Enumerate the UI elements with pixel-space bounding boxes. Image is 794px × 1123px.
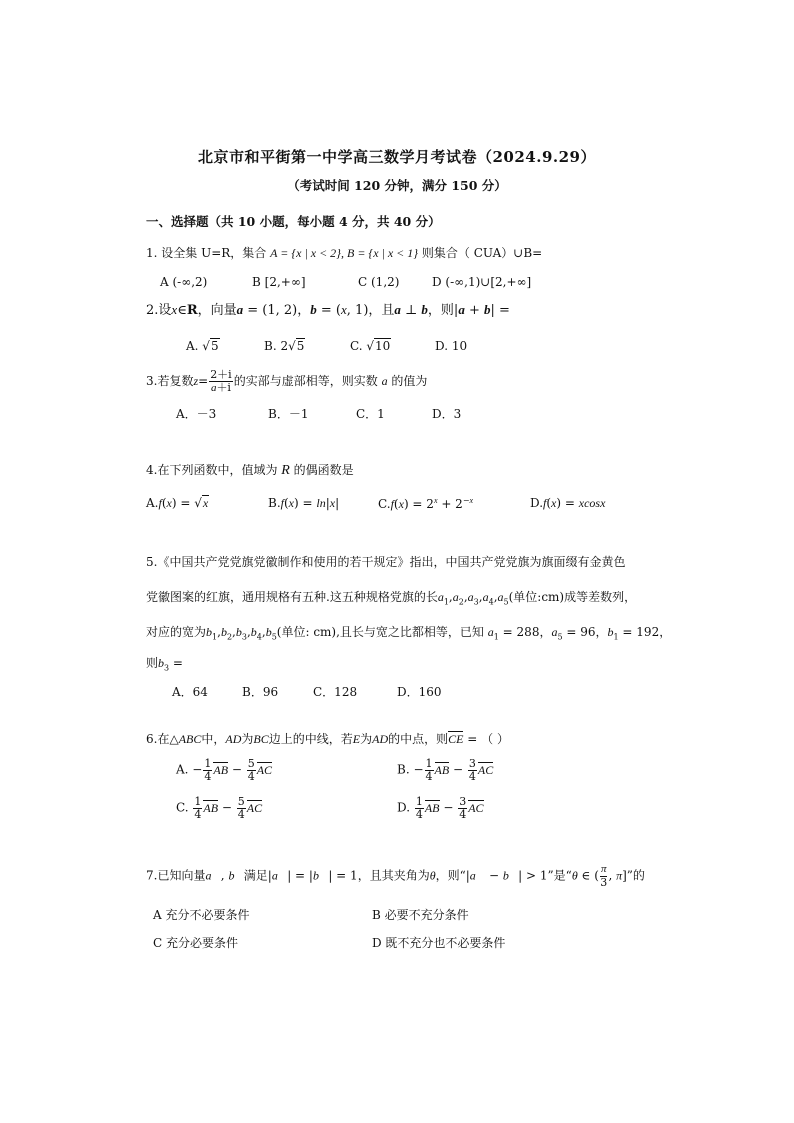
q1-option-a: A (-∞,2) <box>160 275 208 289</box>
q5-line-3: 对应的宽为$b_1,b_2,b_3,b_4,b_5$(单位: cm),且长与宽之比都相等，已知 $a_1 = 288$，$a_5 = 96$，$b_1 = 192$， <box>146 625 672 642</box>
q1-option-b: B [2,+∞] <box>252 275 306 289</box>
q3-option-a: A．－3 <box>176 407 217 421</box>
q2-text-and: ，且 <box>368 303 395 318</box>
question-4: 4.在下列函数中，值域为 R 的偶函数是 <box>146 463 354 478</box>
q5-option-d: D．160 <box>397 685 442 699</box>
q1-option-c: C (1,2) <box>358 275 400 289</box>
q5-option-b: B．96 <box>242 685 279 699</box>
question-2: 2.设x∈R，向量a = (1, 2)，b = (x, 1)，且a ⊥ b，则|a + b| = <box>146 302 510 318</box>
q1-option-d: D (-∞,1)∪[2,+∞] <box>432 275 532 289</box>
q4-option-c: $C.f(x) = 2^x + 2^{-x}$ <box>378 496 474 511</box>
q5-option-a: A．64 <box>172 685 208 699</box>
q1-math: A = {x | x < 2}, B = {x | x < 1} <box>270 246 419 260</box>
question-7: 7.已知向量a⃗, b⃗满足|a⃗| = |b⃗| = 1，且其夹角为θ，则“|a⃗ − b⃗| > 1”是“θ ∈ ( $\frac{\pi}{3}$ , π]”的 <box>146 863 645 889</box>
q1-prefix: 1. 设全集 U=R，集合 <box>146 246 267 260</box>
q3-option-d: D．3 <box>432 407 462 421</box>
q4-option-b: B.f(x) = ln|x| <box>268 496 340 510</box>
q2-option-a: A. √5 <box>186 339 219 353</box>
q1-suffix: 则集合（ CUA）∪B= <box>421 246 543 260</box>
q2-option-c: C. √10 <box>350 339 391 353</box>
exam-subtitle: （考试时间 120 分钟，满分 150 分） <box>287 178 507 193</box>
q5-line-2: 党徽图案的红旗，通用规格有五种.这五种规格党旗的长$a_1,a_2,a_3,a_4,a_5$(单位:cm)成等差数列， <box>146 590 637 607</box>
q7-option-c: C 充分必要条件 <box>153 936 238 950</box>
question-3: 3.若复数z= $\frac{2+i}{a+i}$ 的实部与虚部相等，则实数 a 的值为 <box>146 368 428 394</box>
q7-option-b: B 必要不充分条件 <box>372 908 469 922</box>
q3-option-c: C．1 <box>356 407 385 421</box>
question-6: 6.在△ABC中，AD为BC边上的中线，若E为AD的中点，则CE = （ ） <box>146 732 509 746</box>
q5-option-c: C．128 <box>313 685 358 699</box>
q7-option-d: D 既不充分也不必要条件 <box>372 936 506 950</box>
q5-line-4: 则$b_3$ = <box>146 656 183 673</box>
q2-prefix: 2.设 <box>146 303 172 318</box>
q6-option-b: B. − $\frac{1}{4}$ AB − $\frac{3}{4}$ AC <box>397 757 494 783</box>
q6-option-a: A. − $\frac{1}{4}$ AB − $\frac{5}{4}$ AC <box>176 757 273 783</box>
q2-option-d: D. 10 <box>435 339 468 353</box>
q6-option-d: D. $\frac{1}{4}$ AB − $\frac{3}{4}$ AC <box>397 795 484 821</box>
q7-option-a: A 充分不必要条件 <box>153 908 250 922</box>
q5-line-1: 5.《中国共产党党旗党徽制作和使用的若干规定》指出，中国共产党党旗为旗面缀有金黄色 <box>146 555 626 569</box>
exam-title: 北京市和平街第一中学高三数学月考试卷（2024.9.29） <box>197 148 596 166</box>
q4-option-d: D.f(x) = xcosx <box>530 496 606 510</box>
question-1 <box>146 247 542 259</box>
q4-option-a: A.f(x) = √x <box>146 496 209 510</box>
q6-option-c: C. $\frac{1}{4}$ AB − $\frac{5}{4}$ AC <box>176 795 263 821</box>
q2-text-then: ，则 <box>427 303 454 318</box>
section-heading: 一、选择题（共 10 小题，每小题 4 分，共 40 分） <box>146 214 441 229</box>
q2-option-b: B. 2√5 <box>264 339 305 353</box>
q3-option-b: B．－1 <box>268 407 309 421</box>
q2-text-mid: ，向量 <box>197 303 237 318</box>
